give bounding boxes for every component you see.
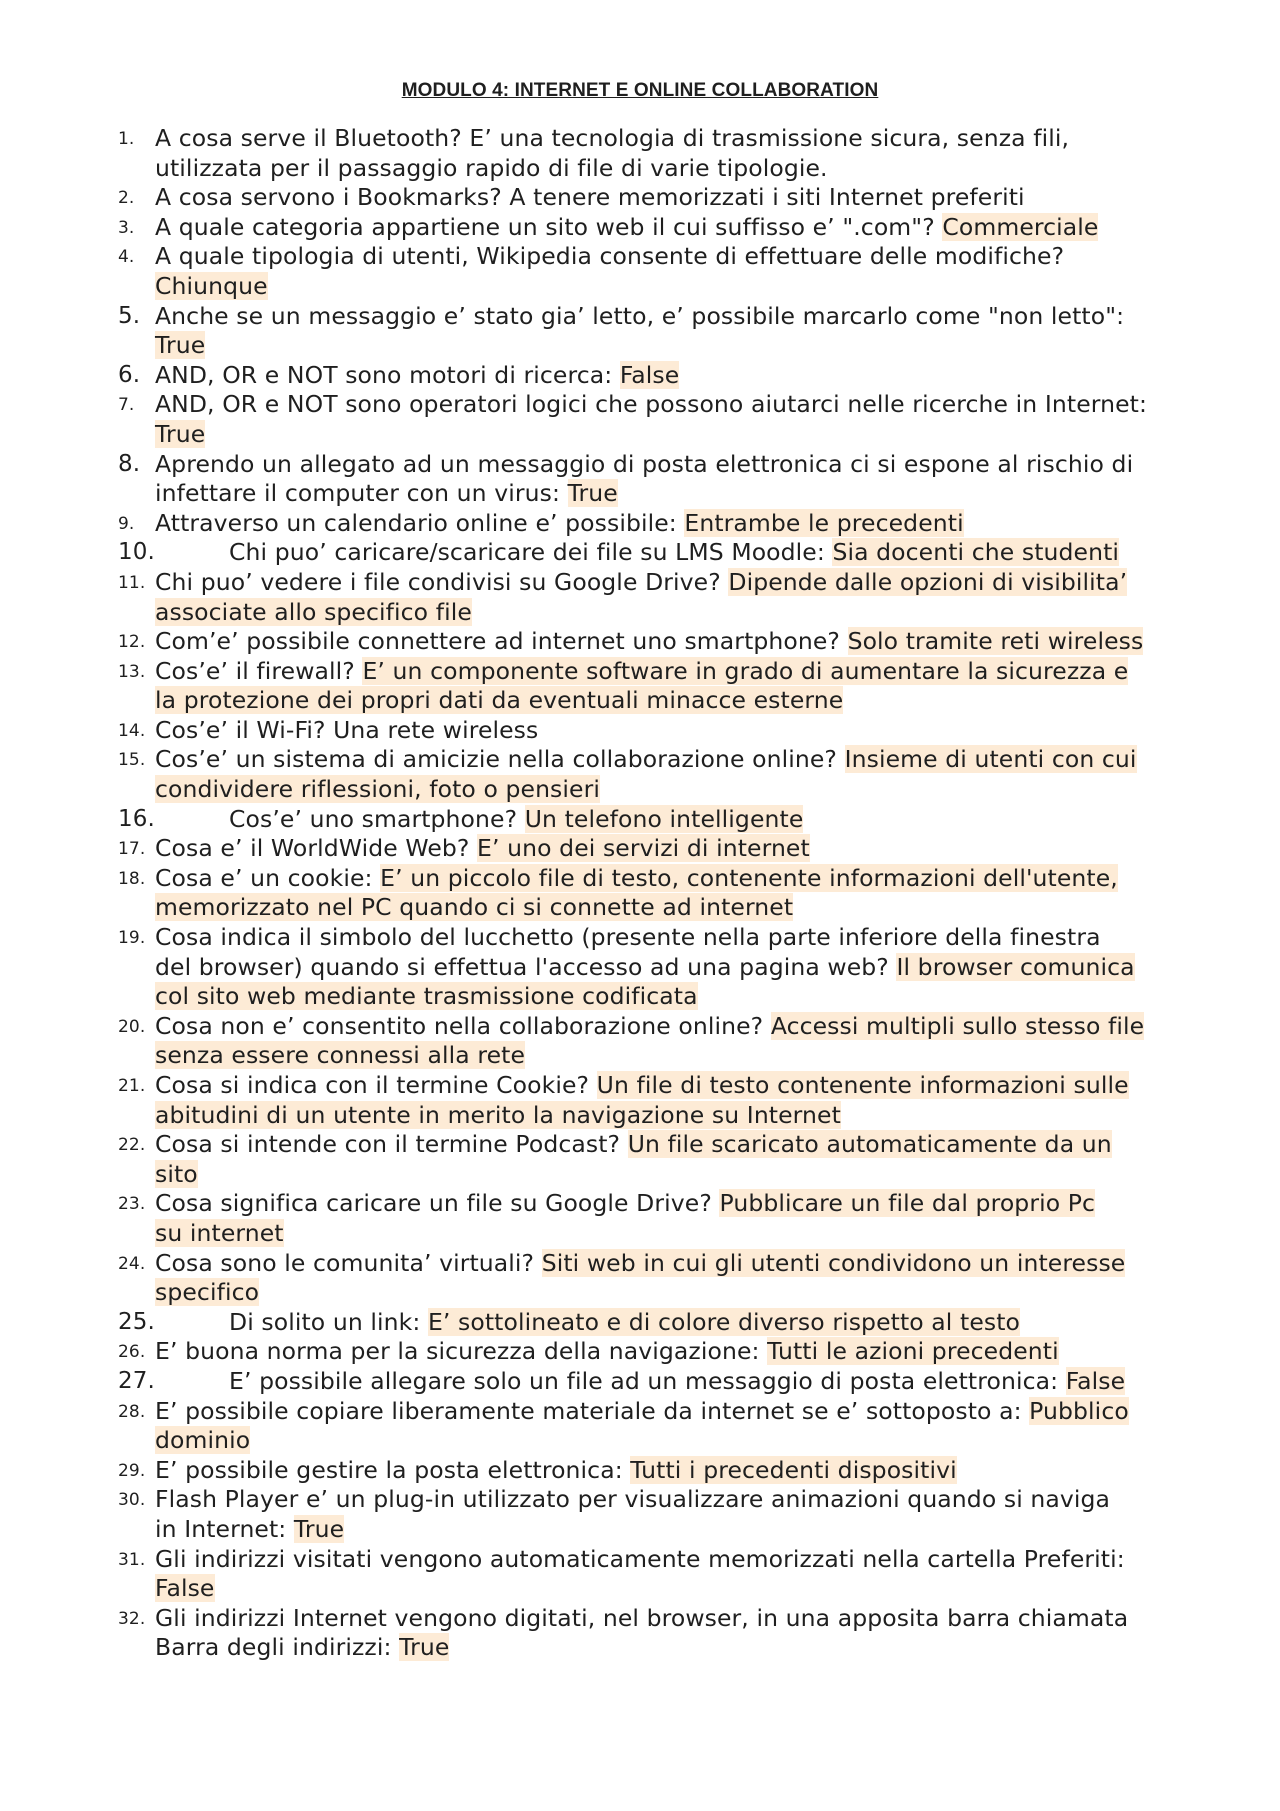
- item-number: 10.: [118, 539, 155, 566]
- question-text: Cos’e’ un sistema di amicizie nella collaborazione online?: [155, 745, 845, 774]
- item-line: [155, 242, 1220, 272]
- list-item: [0, 1604, 1280, 1663]
- item-number: 13.: [118, 661, 146, 682]
- answer-highlight: Pubblico: [1029, 1396, 1129, 1425]
- item-line: [155, 1367, 1220, 1397]
- item-line: [155, 1041, 1220, 1071]
- list-item: [0, 361, 1280, 391]
- item-number: 17.: [118, 839, 146, 860]
- list-item: [0, 834, 1280, 864]
- item-line: [155, 1278, 1220, 1308]
- list-item: [0, 1337, 1280, 1367]
- answer-highlight: senza essere connessi alla rete: [155, 1041, 526, 1070]
- question-text: E’ possibile copiare liberamente materiale da internet se e’ sottoposto a:: [155, 1396, 1030, 1425]
- question-text: Cosa indica il simbolo del lucchetto (presente nella parte inferiore della finestra: [155, 923, 1101, 952]
- list-item: [0, 745, 1280, 804]
- answer-highlight: sito: [155, 1159, 198, 1188]
- question-text: Cosa e’ un cookie:: [155, 863, 381, 892]
- question-text: Cosa si intende con il termine Podcast?: [155, 1130, 628, 1159]
- item-line: [155, 1604, 1220, 1634]
- question-text: Cosa sono le comunita’ virtuali?: [155, 1248, 542, 1277]
- item-line: [155, 361, 1220, 391]
- question-text: Attraverso un calendario online e’ possibile:: [155, 508, 685, 537]
- question-text: AND, OR e NOT sono motori di ricerca:: [155, 360, 620, 389]
- list-item: [0, 509, 1280, 539]
- question-text: Cosa significa caricare un file su Google Drive?: [155, 1189, 720, 1218]
- list-item: [0, 716, 1280, 746]
- item-number: 5.: [118, 302, 141, 329]
- item-line: [155, 716, 1220, 746]
- question-text: Chi puo’ vedere i file condivisi su Google Drive?: [155, 567, 729, 596]
- answer-highlight: specifico: [155, 1278, 260, 1307]
- item-line: [155, 1337, 1220, 1367]
- item-number: 7.: [118, 395, 135, 416]
- answer-highlight: Pubblicare un file dal proprio Pc: [719, 1189, 1096, 1218]
- item-number: 27.: [118, 1367, 155, 1394]
- question-text: A quale tipologia di utenti, Wikipedia consente di effettuare delle modifiche?: [155, 242, 1065, 271]
- answer-highlight: Un file di testo contenente informazioni sulle: [596, 1071, 1129, 1099]
- answer-highlight: Un telefono intelligente: [524, 804, 804, 833]
- item-number: 14.: [118, 720, 146, 741]
- list-item: [0, 568, 1280, 627]
- item-number: 24.: [118, 1253, 146, 1274]
- list-item: [0, 627, 1280, 657]
- list-item: [0, 657, 1280, 716]
- answer-highlight: True: [155, 419, 206, 448]
- question-text: Cosa e’ il WorldWide Web?: [155, 834, 478, 863]
- question-text: A cosa serve il Bluetooth? E’ una tecnologia di trasmissione sicura, senza fili,: [155, 124, 1070, 152]
- item-number: 9.: [118, 513, 135, 534]
- answer-highlight: True: [155, 331, 206, 360]
- item-number: 6.: [118, 361, 141, 388]
- item-number: 19.: [118, 928, 146, 949]
- list-item: [0, 864, 1280, 923]
- item-line: [155, 302, 1220, 332]
- question-text: A cosa servono i Bookmarks? A tenere memorizzati i siti Internet preferiti: [155, 183, 1025, 212]
- answer-highlight: Commerciale: [942, 212, 1099, 241]
- item-number: 16.: [118, 805, 155, 832]
- question-list: [0, 124, 1280, 1663]
- item-line: [155, 982, 1220, 1012]
- answer-highlight: associate allo specifico file: [155, 597, 472, 626]
- question-text: Anche se un messaggio e’ stato gia’ letto, e’ possibile marcarlo come "non letto":: [155, 301, 1125, 330]
- question-text: Cos’e’ il firewall?: [155, 656, 363, 685]
- list-item: [0, 1397, 1280, 1456]
- item-number: 3.: [118, 217, 135, 238]
- item-number: 8.: [118, 450, 141, 477]
- list-item: [0, 1308, 1280, 1338]
- item-line: [155, 183, 1220, 213]
- answer-highlight: False: [619, 360, 680, 389]
- item-line: [155, 1160, 1220, 1190]
- item-line: [155, 213, 1220, 243]
- question-text: Barra degli indirizzi:: [155, 1633, 400, 1662]
- list-item: [0, 805, 1280, 835]
- item-line: [155, 1219, 1220, 1249]
- answer-highlight: Tutti le azioni precedenti: [767, 1337, 1059, 1366]
- item-line: [155, 627, 1220, 657]
- question-text: AND, OR e NOT sono operatori logici che possono aiutarci nelle ricerche in Internet:: [155, 390, 1147, 419]
- question-text: E’ possibile allegare solo un file ad un messaggio di posta elettronica:: [229, 1366, 1066, 1395]
- item-line: [155, 509, 1220, 539]
- item-line: [155, 1308, 1220, 1338]
- answer-highlight: Un file scaricato automaticamente da un: [627, 1130, 1112, 1159]
- item-number: 4.: [118, 247, 135, 268]
- item-line: [155, 686, 1220, 716]
- item-line: [155, 1189, 1220, 1219]
- item-line: [155, 272, 1220, 302]
- item-line: [155, 1397, 1220, 1427]
- list-item: [0, 538, 1280, 568]
- item-number: 1.: [118, 129, 135, 149]
- page-title: MODULO 4: INTERNET E ONLINE COLLABORATION: [401, 80, 879, 101]
- list-item: [0, 1012, 1280, 1071]
- answer-highlight: E’ un piccolo file di testo, contenente informazioni dell'utente,: [380, 863, 1118, 892]
- item-line: [155, 1485, 1220, 1515]
- answer-highlight: False: [155, 1574, 215, 1603]
- question-text: del browser) quando si effettua l'accesso ad una pagina web?: [155, 952, 897, 981]
- answer-highlight: Insieme di utenti con cui: [844, 745, 1137, 774]
- item-line: [155, 1071, 1220, 1101]
- answer-highlight: True: [567, 479, 618, 508]
- question-text: Chi puo’ caricare/scaricare dei file su LMS Moodle:: [229, 538, 833, 567]
- list-item: [0, 1071, 1280, 1130]
- question-text: in Internet:: [155, 1514, 294, 1543]
- question-text: Aprendo un allegato ad un messaggio di posta elettronica ci si espone al rischio di: [155, 449, 1134, 478]
- item-line: [155, 1012, 1220, 1042]
- answer-highlight: E’ sottolineato e di colore diverso rispetto al testo: [427, 1307, 1021, 1336]
- item-number: 29.: [118, 1460, 146, 1481]
- list-item: [0, 1456, 1280, 1486]
- item-number: 25.: [118, 1308, 155, 1335]
- item-number: 23.: [118, 1194, 146, 1215]
- item-line: [155, 893, 1220, 923]
- item-number: 28.: [118, 1401, 146, 1422]
- list-item: [0, 213, 1280, 243]
- question-text: E’ buona norma per la sicurezza della navigazione:: [155, 1337, 768, 1366]
- list-item: [0, 1189, 1280, 1248]
- answer-highlight: E’ un componente software in grado di aumentare la sicurezza e: [362, 656, 1129, 685]
- item-number: 2.: [118, 188, 135, 209]
- list-item: [0, 124, 1280, 183]
- answer-highlight: True: [399, 1633, 450, 1662]
- item-line: [155, 1426, 1220, 1456]
- list-item: [0, 1545, 1280, 1604]
- item-line: [155, 479, 1220, 509]
- item-number: 11.: [118, 572, 146, 593]
- item-line: [155, 1249, 1220, 1279]
- list-item: [0, 450, 1280, 509]
- item-line: [155, 568, 1220, 598]
- question-text: Flash Player e’ un plug-in utilizzato per visualizzare animazioni quando si naviga: [155, 1485, 1111, 1514]
- item-line: [155, 864, 1220, 894]
- question-text: Cos’e’ il Wi-Fi? Una rete wireless: [155, 715, 539, 744]
- item-line: [155, 124, 1220, 154]
- answer-highlight: E’ uno dei servizi di internet: [477, 834, 810, 863]
- item-line: [155, 1101, 1220, 1131]
- item-line: [155, 657, 1220, 687]
- list-item: [0, 302, 1280, 361]
- item-line: [155, 331, 1220, 361]
- question-text: A quale categoria appartiene un sito web il cui suffisso e’ ".com"?: [155, 212, 943, 241]
- answer-highlight: su internet: [155, 1218, 284, 1247]
- list-item: [0, 1367, 1280, 1397]
- answer-highlight: Entrambe le precedenti: [684, 508, 964, 537]
- answer-highlight: False: [1065, 1366, 1126, 1395]
- item-line: [155, 923, 1220, 953]
- question-text: Com’e’ possibile connettere ad internet uno smartphone?: [155, 627, 848, 656]
- item-line: [155, 390, 1220, 420]
- answer-highlight: abitudini di un utente in merito la navigazione su Internet: [155, 1100, 841, 1129]
- list-item: [0, 390, 1280, 449]
- question-text: utilizzata per il passaggio rapido di file di varie tipologie.: [155, 153, 828, 182]
- item-line: [155, 538, 1220, 568]
- item-line: [155, 598, 1220, 628]
- item-number: 20.: [118, 1016, 146, 1037]
- item-line: [155, 834, 1220, 864]
- answer-highlight: dominio: [155, 1426, 251, 1455]
- question-text: Cosa non e’ consentito nella collaborazione online?: [155, 1011, 771, 1040]
- list-item: [0, 242, 1280, 301]
- answer-highlight: condividere riflessioni, foto o pensieri: [155, 775, 600, 804]
- item-line: [155, 1130, 1220, 1160]
- item-number: 31.: [118, 1549, 146, 1570]
- item-line: [155, 775, 1220, 805]
- question-text: Gli indirizzi visitati vengono automaticamente memorizzati nella cartella Preferiti:: [155, 1544, 1125, 1573]
- question-text: E’ possibile gestire la posta elettronica:: [155, 1455, 631, 1484]
- item-number: 15.: [118, 750, 146, 771]
- list-item: [0, 1249, 1280, 1308]
- item-number: 32.: [118, 1608, 146, 1629]
- answer-highlight: memorizzato nel PC quando ci si connette ad internet: [155, 893, 794, 922]
- item-line: [155, 1574, 1220, 1604]
- item-number: 21.: [118, 1076, 146, 1096]
- answer-highlight: Tutti i precedenti dispositivi: [630, 1455, 957, 1484]
- answer-highlight: Dipende dalle opzioni di visibilita’: [728, 567, 1128, 596]
- list-item: [0, 183, 1280, 213]
- question-text: Cos’e’ uno smartphone?: [229, 804, 525, 833]
- item-number: 18.: [118, 868, 146, 889]
- item-line: [155, 1515, 1220, 1545]
- item-line: [155, 154, 1220, 184]
- answer-highlight: la protezione dei propri dati da eventuali minacce esterne: [155, 686, 844, 715]
- item-line: [155, 1456, 1220, 1486]
- item-line: [155, 805, 1220, 835]
- answer-highlight: True: [293, 1514, 345, 1543]
- answer-highlight: Siti web in cui gli utenti condividono un interesse: [541, 1248, 1126, 1277]
- item-line: [155, 745, 1220, 775]
- answer-highlight: col sito web mediante trasmissione codificata: [155, 982, 698, 1011]
- list-item: [0, 1130, 1280, 1189]
- question-text: Gli indirizzi Internet vengono digitati, nel browser, in una apposita barra chiamata: [155, 1603, 1129, 1632]
- item-number: 12.: [118, 632, 146, 653]
- answer-highlight: Accessi multipli sullo stesso file: [770, 1011, 1145, 1040]
- question-text: Di solito un link:: [229, 1307, 428, 1336]
- answer-highlight: Solo tramite reti wireless: [847, 627, 1144, 656]
- list-item: [0, 923, 1280, 1012]
- item-number: 26.: [118, 1342, 146, 1363]
- item-line: [155, 450, 1220, 480]
- item-line: [155, 420, 1220, 450]
- item-line: [155, 953, 1220, 983]
- question-text: infettare il computer con un virus:: [155, 479, 568, 508]
- item-number: 22.: [118, 1135, 146, 1156]
- answer-highlight: Chiunque: [155, 271, 268, 300]
- answer-highlight: Il browser comunica: [896, 952, 1135, 981]
- item-number: 30.: [118, 1490, 146, 1511]
- item-line: [155, 1545, 1220, 1575]
- question-text: Cosa si indica con il termine Cookie?: [155, 1071, 597, 1099]
- item-line: [155, 1633, 1220, 1663]
- list-item: [0, 1485, 1280, 1544]
- answer-highlight: Sia docenti che studenti: [832, 538, 1120, 567]
